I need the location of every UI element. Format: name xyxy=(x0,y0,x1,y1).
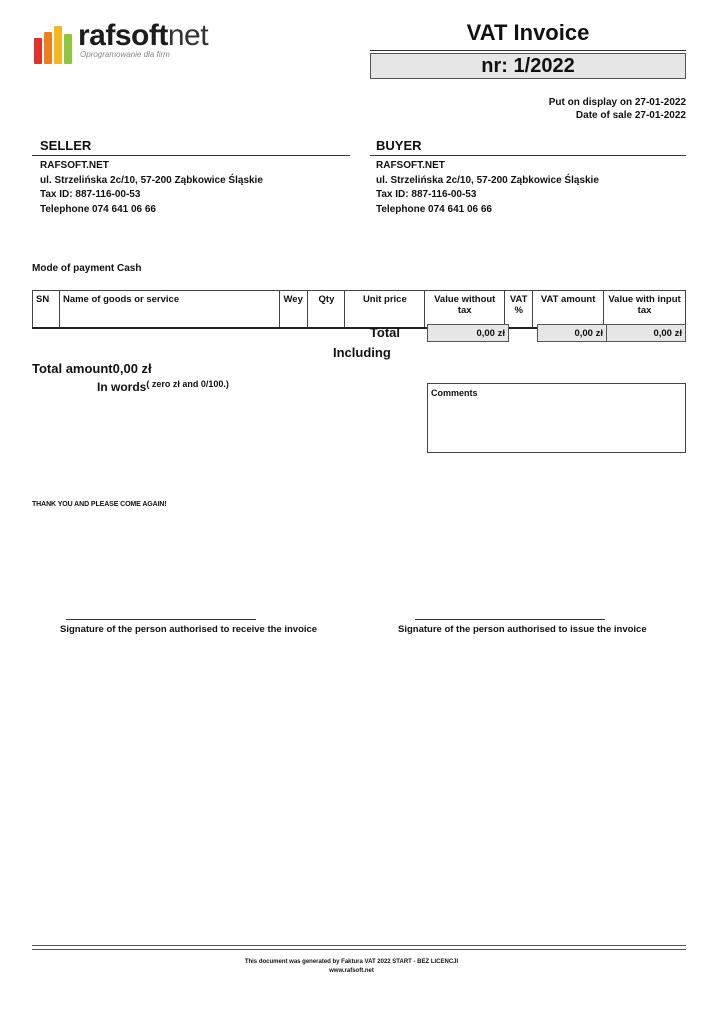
buyer-heading: BUYER xyxy=(376,138,422,153)
footer-website: www.rafsoft.net xyxy=(329,968,374,974)
buyer-address: ul. Strzelińska 2c/10, 57-200 Ząbkowice Śląskie xyxy=(376,174,599,186)
document-title: VAT Invoice xyxy=(466,20,590,45)
column-header-vat-amount: VAT amount xyxy=(533,291,604,329)
total-label: Total xyxy=(369,325,400,340)
total-value-without-tax: 0,00 zł xyxy=(427,324,509,342)
receive-signature-line xyxy=(66,619,256,620)
column-header-value-with-tax: Value with input tax xyxy=(604,291,686,329)
amount-in-words xyxy=(97,380,229,394)
column-header-vat-percent: VAT % xyxy=(505,291,533,329)
issue-signature-label: Signature of the person authorised to issue the invoice xyxy=(398,624,647,635)
buyer-tax-id: Tax ID: 887-116-00-53 xyxy=(376,189,477,200)
invoice-number: nr: 1/2022 xyxy=(370,53,686,79)
title-divider xyxy=(370,50,686,51)
total-vat-amount: 0,00 zł xyxy=(537,324,607,342)
column-header-qty: Qty xyxy=(308,291,345,329)
in-words-value: ( zero zł and 0/100.) xyxy=(146,379,229,389)
seller-name: RAFSOFT.NET xyxy=(40,160,109,171)
footer-divider-top xyxy=(32,945,686,946)
column-header-wey: Wey xyxy=(280,291,308,329)
seller-details xyxy=(40,159,263,217)
buyer-divider xyxy=(370,155,686,156)
payment-mode: Mode of payment Cash xyxy=(32,263,142,274)
column-header-unit-price: Unit price xyxy=(345,291,425,329)
column-header-sn: SN xyxy=(33,291,60,329)
table-header-row xyxy=(33,291,686,329)
thank-you-note: THANK YOU AND PLEASE COME AGAIN! xyxy=(32,501,167,508)
company-tagline: Oprogramowanie dla firm xyxy=(80,50,170,59)
footer-divider-bottom xyxy=(32,949,686,950)
seller-phone: Telephone 074 641 06 66 xyxy=(40,203,156,215)
column-header-value-without-tax: Value without tax xyxy=(425,291,505,329)
invoice-dates xyxy=(480,96,686,122)
company-logo-name: rafsoftnet xyxy=(78,19,209,52)
issue-signature-line xyxy=(415,619,605,620)
seller-tax-id: Tax ID: 887-116-00-53 xyxy=(40,189,141,200)
footer-note xyxy=(0,958,703,976)
display-date: Put on display on 27-01-2022 xyxy=(548,97,686,108)
total-value-with-tax: 0,00 zł xyxy=(606,324,686,342)
in-words-label: In words xyxy=(97,380,147,394)
seller-divider xyxy=(32,155,350,156)
receive-signature-label: Signature of the person authorised to receive the invoice xyxy=(60,624,318,635)
column-header-name: Name of goods or service xyxy=(59,291,280,329)
company-logo-icon xyxy=(34,24,74,64)
seller-heading: SELLER xyxy=(40,138,92,153)
buyer-phone: Telephone 074 641 06 66 xyxy=(376,203,492,215)
buyer-details xyxy=(376,159,599,217)
comments-label: Comments xyxy=(431,388,478,398)
seller-address: ul. Strzelińska 2c/10, 57-200 Ząbkowice Śląskie xyxy=(40,174,263,186)
buyer-name: RAFSOFT.NET xyxy=(376,160,445,171)
footer-generator: This document was generated by Faktura VAT 2022 START - BEZ LICENCJI xyxy=(244,959,459,965)
total-amount: Total amount0,00 zł xyxy=(32,361,152,376)
including-label: Including xyxy=(333,345,391,360)
sale-date: Date of sale 27-01-2022 xyxy=(575,110,686,121)
